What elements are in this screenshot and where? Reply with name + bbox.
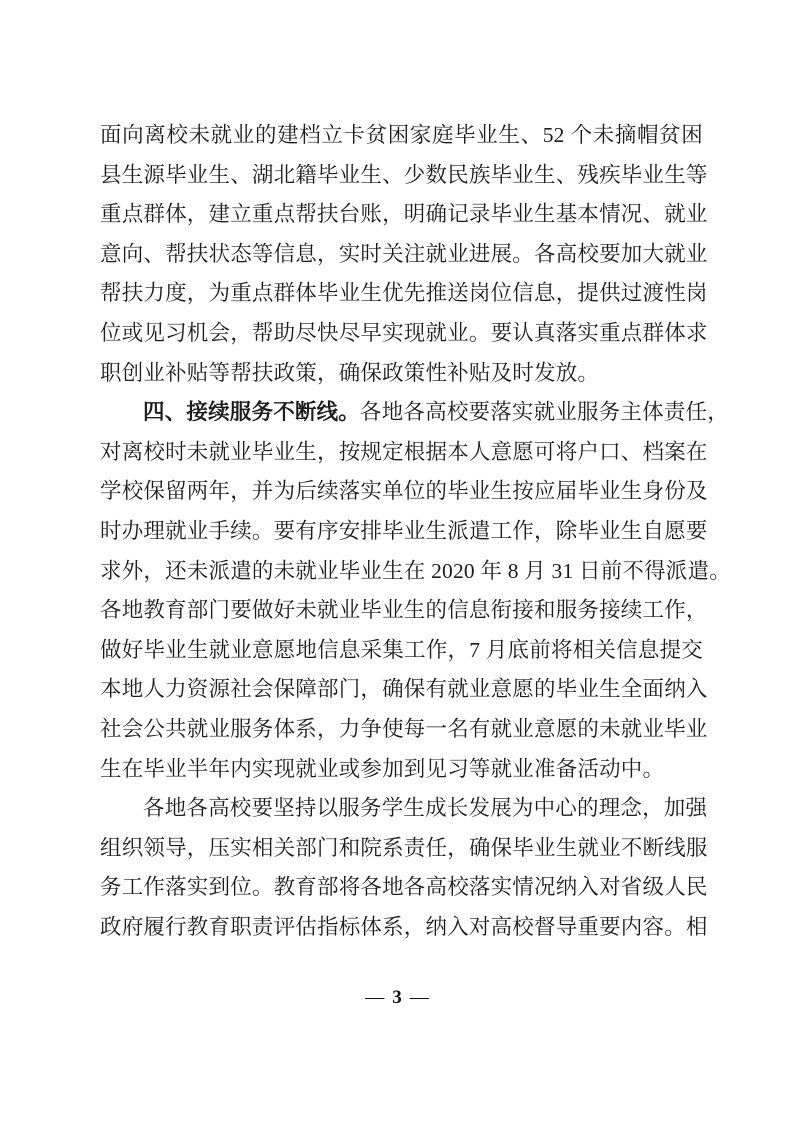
text-line [100, 631, 703, 671]
line-text: 学校保留两年，并为后续落实单位的毕业生按应届毕业生身份及 [100, 479, 708, 504]
document-body [100, 116, 731, 947]
text-line [100, 552, 731, 592]
line-text: 各地各高校要落实就业服务主体责任， [360, 400, 729, 425]
text-line [100, 314, 708, 354]
text-line [100, 512, 708, 552]
line-text: 时办理就业手续。要有序安排毕业生派遣工作，除毕业生自愿要 [100, 518, 708, 543]
line-text: 位或见习机会，帮助尽快尽早实现就业。要认真落实重点群体求 [100, 320, 708, 345]
text-line [100, 789, 708, 829]
paragraph [100, 393, 731, 789]
footer-dash-left: — [365, 987, 385, 1008]
text-line [100, 235, 708, 275]
text-line [100, 472, 708, 512]
line-text: 对离校时未就业毕业生，按规定根据本人意愿可将户口、档案在 [100, 439, 708, 464]
line-text: 务工作落实到位。教育部将各地各高校落实情况纳入对省级人民 [100, 875, 708, 900]
line-text: 各地各高校要坚持以服务学生成长发展为中心的理念，加强 [143, 796, 708, 821]
line-text: 组织领导，压实相关部门和院系责任，确保毕业生就业不断线服 [100, 835, 708, 860]
footer-dash-right: — [409, 987, 429, 1008]
paragraph [100, 789, 708, 947]
line-text: 政府履行教育职责评估指标体系，纳入对高校督导重要内容。相 [100, 914, 708, 939]
paragraph [100, 116, 708, 393]
text-line [100, 195, 708, 235]
text-line [100, 274, 708, 314]
text-line [100, 670, 708, 710]
line-text: 重点群体，建立重点帮扶台账，明确记录毕业生基本情况、就业 [100, 202, 708, 227]
section-heading: 四、接续服务不断线。 [143, 400, 361, 425]
line-text: 帮扶力度，为重点群体毕业生优先推送岗位信息，提供过渡性岗 [100, 281, 708, 306]
line-text: 生在毕业半年内实现就业或参加到见习等就业准备活动中。 [100, 756, 665, 781]
line-text: 各地教育部门要做好未就业毕业生的信息衔接和服务接续工作， [100, 598, 708, 623]
text-line [100, 393, 729, 433]
line-text: 面向离校未就业的建档立卡贫困家庭毕业生、52 个未摘帽贫困 [100, 123, 703, 147]
page-number: 3 [392, 987, 402, 1008]
text-line [100, 829, 708, 869]
text-line [100, 433, 708, 473]
line-text: 做好毕业生就业意愿地信息采集工作，7 月底前将相关信息提交 [100, 637, 703, 662]
text-line [100, 750, 703, 790]
text-line [100, 116, 703, 156]
text-line [100, 908, 708, 948]
text-line [100, 591, 708, 631]
text-line [100, 710, 708, 750]
text-line [100, 156, 708, 196]
line-text: 求外，还未派遣的未就业毕业生在 2020 年 8 月 31 日前不得派遣。 [100, 558, 731, 583]
page-footer [0, 985, 794, 1011]
line-text: 本地人力资源社会保障部门，确保有就业意愿的毕业生全面纳入 [100, 677, 708, 702]
line-text: 社会公共就业服务体系，力争使每一名有就业意愿的未就业毕业 [100, 716, 708, 741]
line-text: 意向、帮扶状态等信息，实时关注就业进展。各高校要加大就业 [100, 241, 708, 266]
line-text: 县生源毕业生、湖北籍毕业生、少数民族毕业生、残疾毕业生等 [100, 162, 708, 187]
text-line [100, 354, 703, 394]
text-line [100, 868, 708, 908]
line-text: 职创业补贴等帮扶政策，确保政策性补贴及时发放。 [100, 360, 600, 385]
